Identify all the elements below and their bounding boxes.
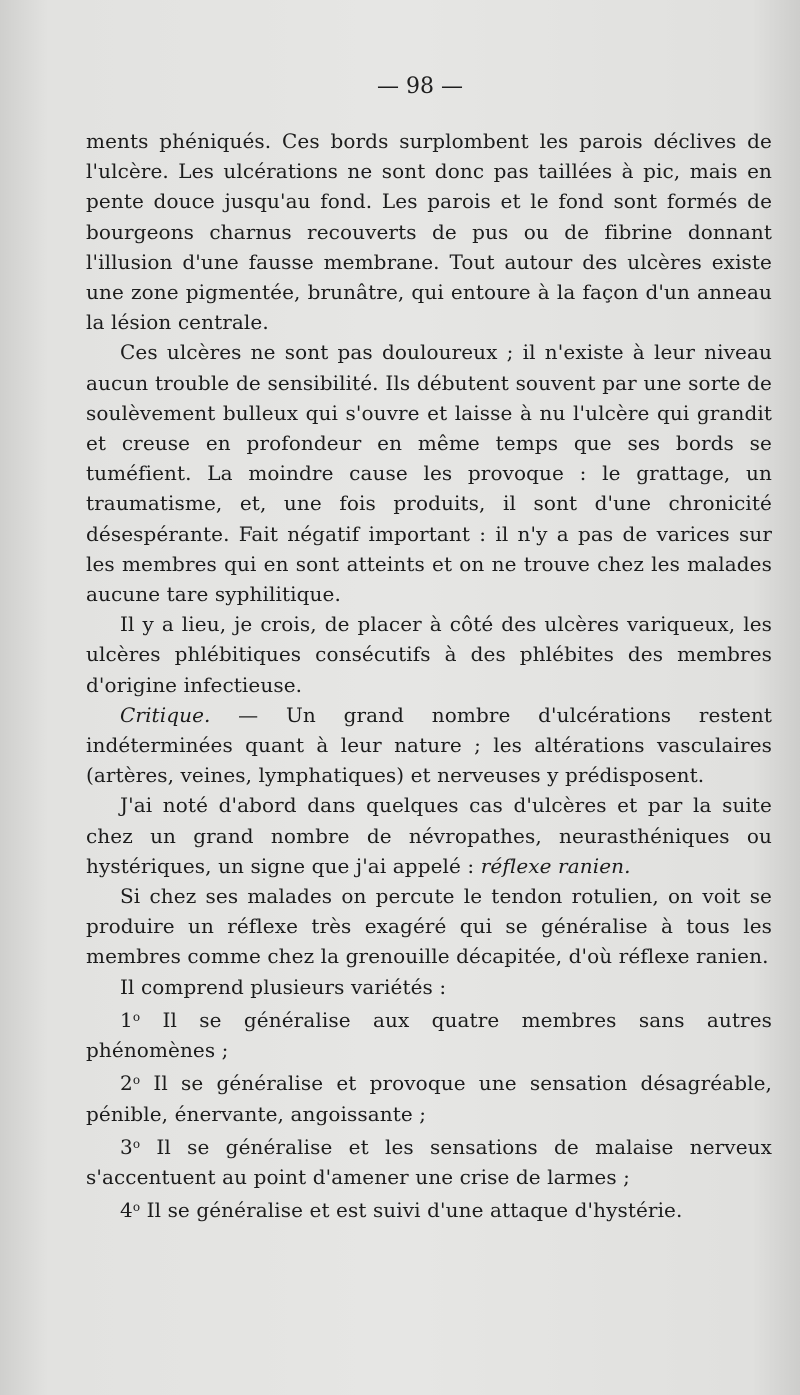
paragraph <box>86 972 772 1002</box>
paragraph <box>86 126 772 337</box>
paragraph-text: ments phéniqués. Ces bords surplombent les parois déclives de l'ulcère. Les ulcérations ne sont donc pas taillées à pic, mais en pente douce jusqu'au fond. Les parois et le fond sont formés de bourgeons charnus recouverts de pus ou de fibrine donnant l'illusion d'une fausse membrane. Tout autour des ulcères existe une zone pigmentée, brunâtre, qui entoure à la façon d'un anneau la lésion centrale. <box>86 129 772 335</box>
list-number: 1 <box>120 1007 133 1032</box>
list-item-text: Il se généralise et est suivi d'une attaque d'hystérie. <box>140 1198 683 1223</box>
paragraph-text: Ces ulcères ne sont pas douloureux ; il n'existe à leur niveau aucun trouble de sensibilité. Ils débutent souvent par une sorte de soulèvement bulleux qui s'ouvre et laisse à nu l'ulcère qui grandit et creuse en profondeur en même temps que ses bords se tuméfient. La moindre cause les provoque : le grattage, un traumatisme, et, une fois produits, il sont d'une chronicité désespérante. Fait négatif important : il n'y a pas de varices sur les membres qui en sont atteints et on ne trouve chez les malades aucune tare syphilitique. <box>86 340 772 607</box>
page-number: — 98 — <box>377 74 463 99</box>
ordinal-mark: o <box>132 1200 141 1215</box>
list-item <box>86 1129 772 1192</box>
paragraph <box>86 790 772 881</box>
paragraph <box>86 609 772 700</box>
list-item <box>86 1192 772 1225</box>
ordinal-mark: o <box>132 1009 141 1024</box>
list-item <box>86 1065 772 1128</box>
list-number: 4 <box>120 1198 133 1223</box>
paragraph <box>86 881 772 972</box>
list-item <box>86 1002 772 1065</box>
paragraph-text: Il comprend plusieurs variétés : <box>120 974 447 999</box>
body-text <box>86 126 772 1225</box>
paragraph-text: Si chez ses malades on percute le tendon rotulien, on voit se produire un réflexe très exagéré qui se généralise à tous les membres comme chez la grenouille décapitée, d'où réflexe ranien. <box>86 884 772 969</box>
term-italic: réflexe ranien. <box>480 853 631 878</box>
list-item-text: Il se généralise aux quatre membres sans autres phénomènes ; <box>86 1007 772 1063</box>
paragraph <box>86 337 772 609</box>
paragraph <box>86 700 772 791</box>
paragraph-text: J'ai noté d'abord dans quelques cas d'ulcères et par la suite chez un grand nombre de névropathes, neurasthéniques ou hystériques, un signe que j'ai appelé : <box>86 793 772 878</box>
paragraph-text: Il y a lieu, je crois, de placer à côté des ulcères variqueux, les ulcères phlébitiques consécutifs à des phlébites des membres d'origine infectieuse. <box>86 612 772 697</box>
section-label-italic: Critique. <box>120 702 211 727</box>
paragraph-text: — Un grand nombre d'ulcérations restent indéterminées quant à leur nature ; les altérations vasculaires (artères, veines, lymphatiques) et nerveuses y prédisposent. <box>86 702 772 788</box>
ordinal-mark: o <box>132 1073 141 1088</box>
list-number: 3 <box>120 1134 133 1159</box>
list-number: 2 <box>120 1071 133 1096</box>
ordinal-mark: o <box>132 1136 141 1151</box>
list-item-text: Il se généralise et provoque une sensation désagréable, pénible, énervante, angoissante ; <box>86 1071 772 1126</box>
list-item-text: Il se généralise et les sensations de malaise nerveux s'accentuent au point d'amener une crise de larmes ; <box>86 1134 772 1189</box>
